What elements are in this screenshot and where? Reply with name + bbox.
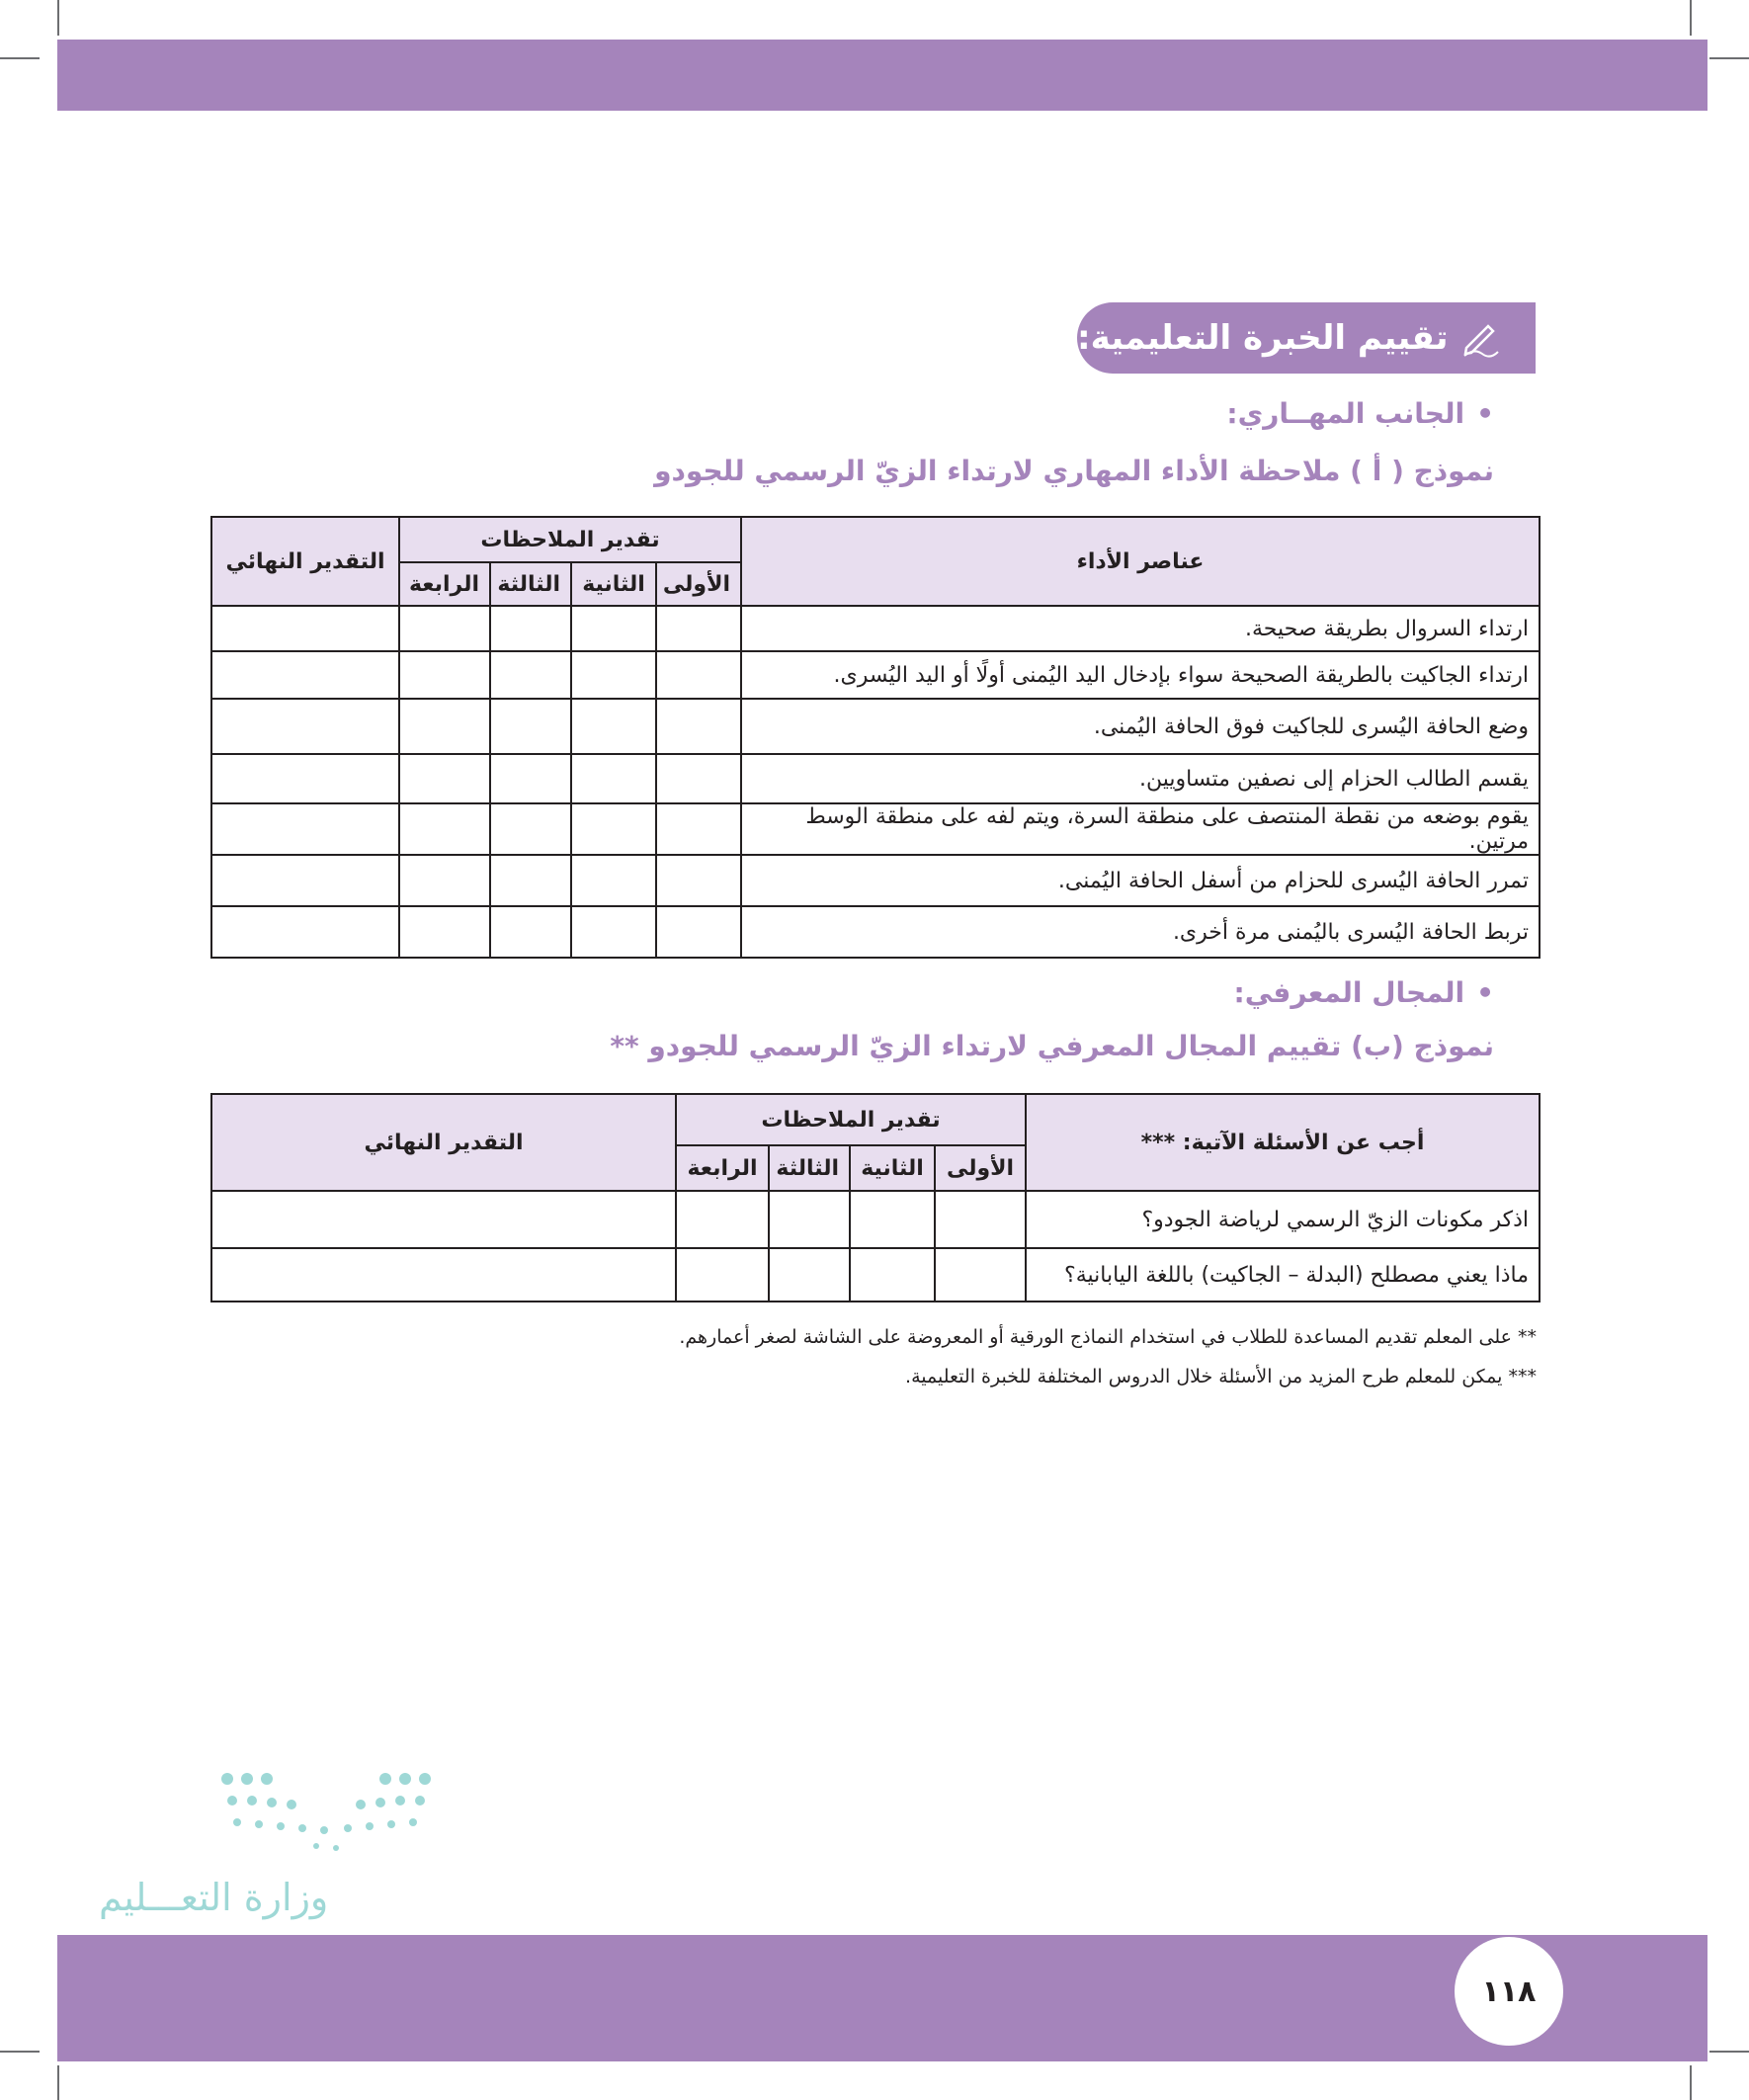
row-element: ارتداء السروال بطريقة صحيحة. — [741, 606, 1540, 651]
rating-cell[interactable] — [935, 1248, 1026, 1302]
ministry-logo-icon — [89, 1769, 464, 1947]
row-question: ماذا يعني مصطلح (البدلة – الجاكيت) باللغة اليابانية؟ — [1026, 1248, 1540, 1302]
row-element: ارتداء الجاكيت بالطريقة الصحيحة سواء بإدخال اليد اليُمنى أولًا أو اليد اليُسرى. — [741, 651, 1540, 699]
rating-cell[interactable] — [571, 606, 656, 651]
knowledge-table — [210, 1093, 1541, 1302]
rating-cell[interactable] — [490, 803, 571, 855]
pencil-icon — [1460, 318, 1500, 358]
crop-mark — [1709, 2051, 1749, 2053]
page-number: ١١٨ — [1455, 1937, 1563, 2046]
final-cell[interactable] — [211, 651, 399, 699]
row-element: تربط الحافة اليُسرى باليُمنى مرة أخرى. — [741, 906, 1540, 958]
section-title-tab — [1077, 302, 1536, 374]
col-obs-1: الأولى — [935, 1145, 1026, 1191]
rating-cell[interactable] — [676, 1248, 769, 1302]
rating-cell[interactable] — [490, 855, 571, 906]
final-cell[interactable] — [211, 606, 399, 651]
rating-cell[interactable] — [399, 699, 490, 754]
col-obs-1: الأولى — [656, 562, 741, 606]
col-observations: تقدير الملاحظات — [676, 1094, 1026, 1145]
rating-cell[interactable] — [399, 651, 490, 699]
table-row — [211, 855, 1540, 906]
rating-cell[interactable] — [656, 651, 741, 699]
rating-cell[interactable] — [571, 651, 656, 699]
col-final: التقدير النهائي — [211, 1094, 676, 1191]
rating-cell[interactable] — [769, 1191, 850, 1248]
crop-mark — [1690, 2065, 1692, 2100]
rating-cell[interactable] — [490, 651, 571, 699]
rating-cell[interactable] — [850, 1248, 935, 1302]
rating-cell[interactable] — [571, 699, 656, 754]
skill-model-title: نموذج ( أ ) ملاحظة الأداء المهاري لارتداء الزيّ الرسمي للجودو — [654, 455, 1494, 487]
rating-cell[interactable] — [490, 906, 571, 958]
rating-cell[interactable] — [656, 754, 741, 803]
section-title: تقييم الخبرة التعليمية: — [1077, 318, 1449, 358]
rating-cell[interactable] — [490, 606, 571, 651]
table-row — [211, 1191, 1540, 1248]
rating-cell[interactable] — [571, 754, 656, 803]
crop-mark — [1690, 0, 1692, 36]
table-row — [211, 699, 1540, 754]
row-element: تمرر الحافة اليُسرى للحزام من أسفل الحافة اليُمنى. — [741, 855, 1540, 906]
rating-cell[interactable] — [490, 699, 571, 754]
crop-mark — [57, 2065, 59, 2100]
rating-cell[interactable] — [656, 906, 741, 958]
rating-cell[interactable] — [676, 1191, 769, 1248]
table-row — [211, 606, 1540, 651]
crop-mark — [57, 0, 59, 36]
top-band — [57, 40, 1707, 111]
rating-cell[interactable] — [656, 699, 741, 754]
skill-heading: • الجانب المهــاري: — [1226, 397, 1494, 430]
rating-cell[interactable] — [656, 606, 741, 651]
final-cell[interactable] — [211, 1191, 676, 1248]
col-obs-3: الثالثة — [769, 1145, 850, 1191]
table-row — [211, 803, 1540, 855]
col-obs-3: الثالثة — [490, 562, 571, 606]
rating-cell[interactable] — [571, 803, 656, 855]
footnote-2: *** يمكن للمعلم طرح المزيد من الأسئلة خلال الدروس المختلفة للخبرة التعليمية. — [905, 1366, 1537, 1387]
col-observations: تقدير الملاحظات — [399, 517, 741, 562]
ministry-logo-text: وزارة التعـــليم — [99, 1876, 329, 1919]
final-cell[interactable] — [211, 754, 399, 803]
rating-cell[interactable] — [399, 606, 490, 651]
col-final: التقدير النهائي — [211, 517, 399, 606]
col-questions: أجب عن الأسئلة الآتية: *** — [1026, 1094, 1540, 1191]
rating-cell[interactable] — [656, 855, 741, 906]
col-obs-2: الثانية — [571, 562, 656, 606]
rating-cell[interactable] — [399, 803, 490, 855]
rating-cell[interactable] — [769, 1248, 850, 1302]
col-obs-4: الرابعة — [399, 562, 490, 606]
rating-cell[interactable] — [571, 855, 656, 906]
final-cell[interactable] — [211, 855, 399, 906]
row-element: يقسم الطالب الحزام إلى نصفين متساويين. — [741, 754, 1540, 803]
final-cell[interactable] — [211, 906, 399, 958]
col-obs-2: الثانية — [850, 1145, 935, 1191]
footnote-1: ** على المعلم تقديم المساعدة للطلاب في استخدام النماذج الورقية أو المعروضة على الشاشة لصغر أعمارهم. — [679, 1326, 1537, 1348]
final-cell[interactable] — [211, 1248, 676, 1302]
row-question: اذكر مكونات الزيّ الرسمي لرياضة الجودو؟ — [1026, 1191, 1540, 1248]
crop-mark — [1709, 57, 1749, 59]
knowledge-heading: • المجال المعرفي: — [1234, 976, 1495, 1009]
row-element: وضع الحافة اليُسرى للجاكيت فوق الحافة اليُمنى. — [741, 699, 1540, 754]
rating-cell[interactable] — [490, 754, 571, 803]
knowledge-model-title: نموذج (ب) تقييم المجال المعرفي لارتداء الزيّ الرسمي للجودو ** — [610, 1030, 1494, 1062]
rating-cell[interactable] — [571, 906, 656, 958]
table-row — [211, 651, 1540, 699]
col-elements: عناصر الأداء — [741, 517, 1540, 606]
rating-cell[interactable] — [399, 754, 490, 803]
rating-cell[interactable] — [935, 1191, 1026, 1248]
crop-mark — [0, 2051, 40, 2053]
rating-cell[interactable] — [399, 855, 490, 906]
rating-cell[interactable] — [656, 803, 741, 855]
table-row — [211, 906, 1540, 958]
final-cell[interactable] — [211, 803, 399, 855]
rating-cell[interactable] — [399, 906, 490, 958]
crop-mark — [0, 57, 40, 59]
table-row — [211, 754, 1540, 803]
rating-cell[interactable] — [850, 1191, 935, 1248]
row-element: يقوم بوضعه من نقطة المنتصف على منطقة السرة، ويتم لفه على منطقة الوسط مرتين. — [741, 803, 1540, 855]
final-cell[interactable] — [211, 699, 399, 754]
table-row — [211, 1248, 1540, 1302]
skill-table — [210, 516, 1541, 959]
col-obs-4: الرابعة — [676, 1145, 769, 1191]
